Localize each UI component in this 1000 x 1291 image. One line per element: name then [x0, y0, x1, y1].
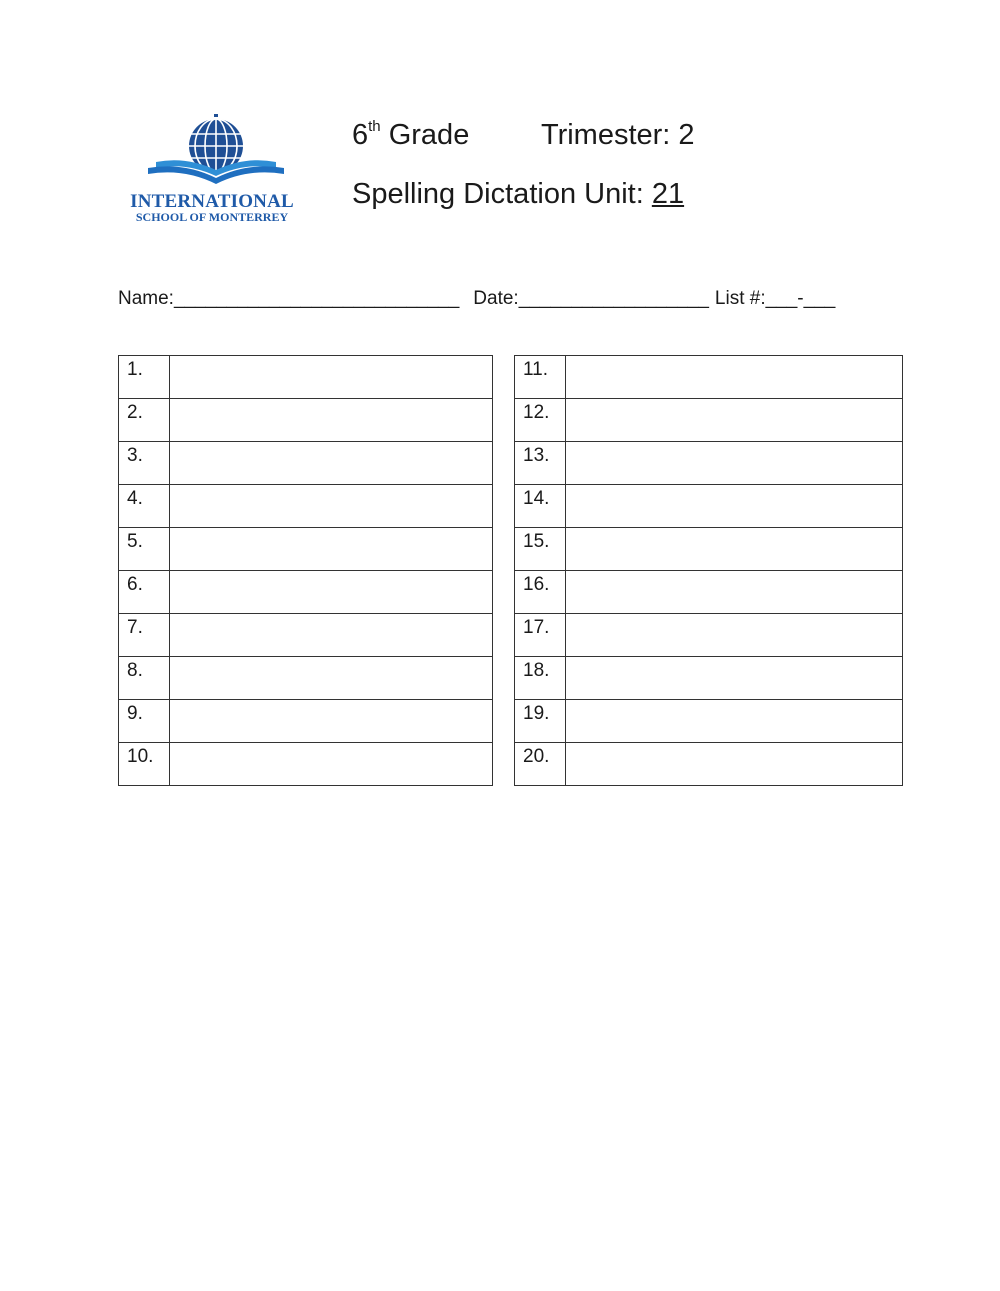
item-number: 13.	[515, 442, 566, 485]
answer-cell[interactable]	[170, 485, 493, 528]
answer-cell[interactable]	[170, 571, 493, 614]
answer-cell[interactable]	[170, 528, 493, 571]
table-row	[515, 399, 903, 442]
grade-number: 6	[352, 119, 369, 151]
item-number: 8.	[119, 657, 170, 700]
answer-cell[interactable]	[170, 399, 493, 442]
trimester-label: Trimester: 2	[540, 119, 695, 151]
item-number: 1.	[119, 356, 170, 399]
date-field[interactable]: Date:__________________	[473, 288, 709, 309]
item-number: 9.	[119, 700, 170, 743]
table-row	[119, 356, 493, 399]
item-number: 17.	[515, 614, 566, 657]
table-row	[119, 614, 493, 657]
globe-book-icon	[126, 112, 306, 192]
school-logo	[126, 112, 306, 230]
table-row	[119, 528, 493, 571]
table-row	[515, 700, 903, 743]
answer-cell[interactable]	[170, 700, 493, 743]
item-number: 3.	[119, 442, 170, 485]
item-number: 14.	[515, 485, 566, 528]
grade-suffix: th	[368, 118, 381, 135]
answer-cell[interactable]	[566, 743, 903, 786]
answer-cell[interactable]	[566, 571, 903, 614]
item-number: 7.	[119, 614, 170, 657]
item-number: 20.	[515, 743, 566, 786]
item-number: 6.	[119, 571, 170, 614]
item-number: 2.	[119, 399, 170, 442]
answer-cell[interactable]	[170, 614, 493, 657]
unit-number: 21	[651, 178, 685, 210]
answer-cell[interactable]	[566, 442, 903, 485]
grade-word: Grade	[388, 119, 470, 151]
title-row	[352, 118, 695, 152]
item-number: 11.	[515, 356, 566, 399]
table-row	[119, 743, 493, 786]
answer-cell[interactable]	[170, 743, 493, 786]
table-row	[515, 356, 903, 399]
item-number: 18.	[515, 657, 566, 700]
item-number: 15.	[515, 528, 566, 571]
logo-text-line1: INTERNATIONAL	[130, 191, 294, 212]
item-number: 12.	[515, 399, 566, 442]
spelling-table-right	[514, 355, 903, 786]
answer-cell[interactable]	[566, 528, 903, 571]
answer-cell[interactable]	[170, 442, 493, 485]
item-number: 19.	[515, 700, 566, 743]
logo-text-line2: SCHOOL OF MONTERREY	[135, 210, 289, 224]
item-number: 10.	[119, 743, 170, 786]
subtitle-row	[352, 178, 684, 211]
table-row	[119, 657, 493, 700]
table-row	[119, 442, 493, 485]
answer-cell[interactable]	[170, 356, 493, 399]
answer-cell[interactable]	[566, 485, 903, 528]
table-row	[119, 571, 493, 614]
answer-cell[interactable]	[566, 657, 903, 700]
table-row	[515, 528, 903, 571]
table-row	[515, 571, 903, 614]
table-row	[515, 442, 903, 485]
table-row	[515, 614, 903, 657]
table-row	[515, 743, 903, 786]
answer-cell[interactable]	[566, 614, 903, 657]
table-row	[119, 700, 493, 743]
answer-cell[interactable]	[566, 356, 903, 399]
name-field[interactable]: Name:___________________________	[118, 288, 460, 309]
table-row	[119, 399, 493, 442]
item-number: 5.	[119, 528, 170, 571]
item-number: 4.	[119, 485, 170, 528]
student-info-row	[118, 288, 835, 310]
spelling-table-left	[118, 355, 493, 786]
table-row	[119, 485, 493, 528]
item-number: 16.	[515, 571, 566, 614]
list-number-field[interactable]: List #:___-___	[714, 288, 836, 309]
answer-cell[interactable]	[566, 399, 903, 442]
answer-cell[interactable]	[566, 700, 903, 743]
table-row	[515, 485, 903, 528]
answer-cell[interactable]	[170, 657, 493, 700]
table-row	[515, 657, 903, 700]
subtitle-label: Spelling Dictation Unit:	[352, 178, 652, 210]
